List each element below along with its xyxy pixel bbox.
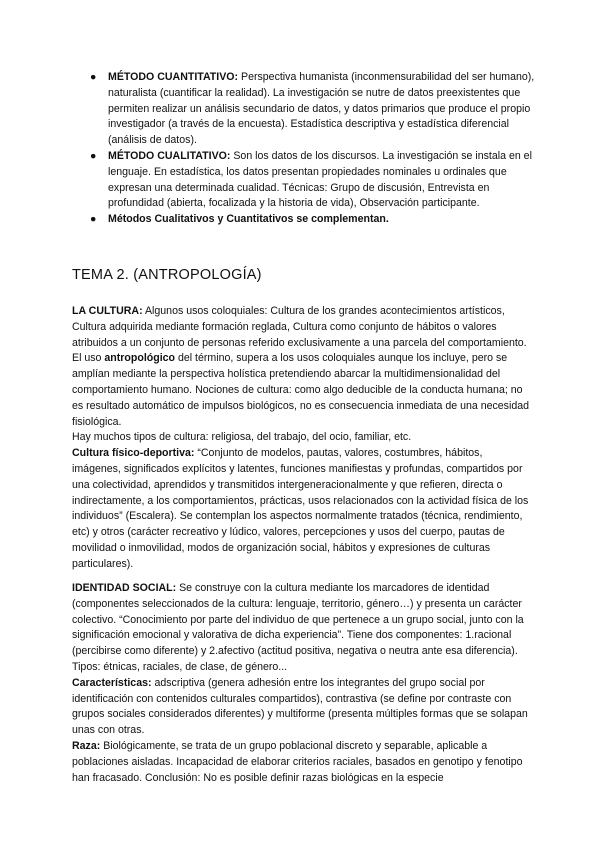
paragraph-antropologico [72,351,532,430]
bullet-term: MÉTODO CUALITATIVO: [108,149,231,162]
paragraph-cultura [72,304,532,351]
bullet-term: Métodos Cualitativos y Cuantitativos se complementan. [108,213,389,226]
section-cultura [72,304,532,573]
section-heading: TEMA 2. (ANTROPOLOGÍA) [72,267,262,283]
bullet-item-cualitativo [90,149,535,212]
paragraph-raza [72,739,532,786]
bullet-icon: ● [90,213,97,226]
term-caracteristicas: Características: [72,676,152,689]
paragraph-text: El uso [72,352,105,365]
paragraph-tipos: Hay muchos tipos de cultura: religiosa, del trabajo, del ocio, familiar, etc. [72,431,412,444]
term-identidad: IDENTIDAD SOCIAL: [72,582,177,594]
bullet-icon: ● [90,71,97,83]
bullet-item-cuantitativo [90,70,535,149]
term-fisico-deportiva: Cultura físico-deportiva: [72,447,195,460]
paragraph-text: Biológicamente, se trata de un grupo poblacional discreto y separable, aplicable a poblaciones aisladas. Incapacidad de elaborar criterios raciales, basados en genotipo y fenotipo han fracasado. Conclusión: No es posible definir razas biológicas en la especie [72,739,523,784]
paragraph-text: adscriptiva (genera adhesión entre los integrantes del grupo social por identificación con contenidos culturales compartidos), contrastiva (se define por contraste con grupos sociales considerados diferentes) y multiforme (presenta múltiples formas que se solapan unas con otras. [72,676,528,737]
bullet-text: Son los datos de los discursos. La investigación se instala en el lenguaje. En estadística, los datos presentan propiedades nominales u ordinales que expresan una determinada cualidad. Técnicas: Grupo de discusión, Entrevista en profundidad (abierta, focalizada y la historia de vida), Observación participante. [108,149,532,210]
term-raza: Raza: [72,739,101,752]
paragraph-fisico-deportiva [72,446,532,572]
term-cultura: LA CULTURA: [72,305,143,317]
methods-bullet-list [90,70,535,228]
term-antropologico: antropológico [104,352,176,365]
bullet-item-complementan [90,212,535,228]
paragraph-text: Se construye con la cultura mediante los marcadores de identidad (componentes seleccionados de la cultura: lenguaje, territorio, género…) y presenta un carácter colectivo. “Conocimiento por parte del individuo de que pertenece a un grupo social, junto con la significación emocional y valorativa de dicha experiencia”. Tiene dos componentes: 1.racional (percibirse como diferente) y 2.afectivo (actitud positiva, negativa o neutra ante esa diferencia). Tipos: étnicas, raciales, de clase, de género... [72,582,524,673]
paragraph-text: del término, supera a los usos coloquiales aunque los incluye, pero se amplían mediante la perspectiva holística pretendiendo abarcar la multidimensionalidad del comportamiento humano. Nociones de cultura: como algo deducible de la conducta humana; no es resultado automático de impulsos biológicos, no es consecuencia inmediata de una necesidad fisiológica. [72,352,529,428]
bullet-icon: ● [90,149,97,162]
paragraph-identidad [72,581,532,676]
paragraph-text: Algunos usos coloquiales: Cultura de los grandes acontecimientos artísticos, Cultura adquirida mediante formación reglada, Cultura como conjunto de hábitos o valores atribuidos a un conjunto de personas referido exclusivamente a una parcela del comportamiento. [72,305,527,349]
paragraph-caracteristicas [72,676,532,739]
bullet-term: MÉTODO CUANTITATIVO: [108,71,239,83]
section-identidad [72,581,532,786]
paragraph-text: “Conjunto de modelos, pautas, valores, costumbres, hábitos, imágenes, significados explícitos y latentes, funciones manifiestas y profundas, compartidos por una colectividad, aprendidos y transmitidos intergeneracionalmente y que refieren, directa o indirectamente, a los comportamientos, prácticas, usos relacionados con la actividad física de los individuos” (Escalera). Se contemplan los aspectos normalmente tratados (técnica, rendimiento, etc) y otros (carácter recreativo y lúdico, valores, percepciones y usos del cuerpo, pautas de movilidad o inmovilidad, modos de organización social, hábitos y expresiones de culturas particulares). [72,447,529,570]
bullet-text: Perspectiva humanista (inconmensurabilidad del ser humano), naturalista (cuantificar la realidad). La investigación se nutre de datos preexistentes que permiten realizar un análisis secundario de datos, y datos primarios que produce el propio investigador (a través de la encuesta). Estadística descriptiva y estadística diferencial (análisis de datos). [108,71,535,147]
